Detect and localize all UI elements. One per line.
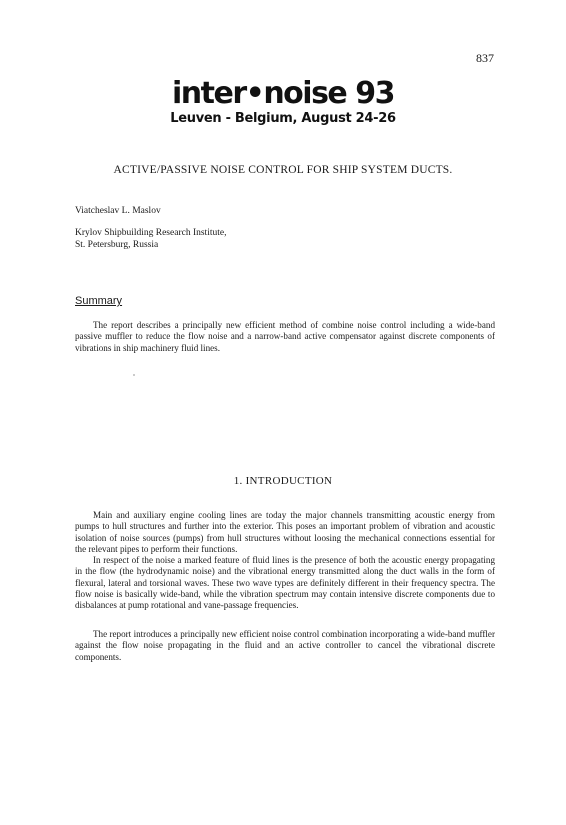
body-paragraph: Main and auxiliary engine cooling lines are today the major channels transmitting acoustic energy from pumps to hull structures and further into the exterior. This poses an important problem of vibration and acoustic isolation of noise sources (pumps) from hull structures without loosing the mechanical connections essential for the relevant pipes to perform their functions. [75,510,495,554]
author-name: Viatcheslav L. Maslov [75,206,161,216]
summary-paragraph: The report describes a principally new efficient method of combine noise control including a wide-band passive muffler to reduce the flow noise and a narrow-band active compensator against discrete components of vibrations in ship machinery fluid lines. [75,320,495,353]
scan-speck [133,374,135,376]
paper-title: ACTIVE/PASSIVE NOISE CONTROL FOR SHIP SYSTEM DUCTS. [113,164,453,176]
body-paragraph: In respect of the noise a marked feature of fluid lines is the presence of both the acoustic energy propagating in the flow (the hydrodynamic noise) and the vibrational energy transmitted along the duct walls in the form of flexural, lateral and torsional waves. These two wave types are definitely different in their frequency spectra. The flow noise is basically wide-band, while the vibration spectrum may contain intensive discrete components due to disbalances at pump rotational and vane-passage frequencies. [75,555,495,611]
author-affiliation [75,227,226,251]
summary-heading: Summary [75,295,123,307]
affiliation-line: St. Petersburg, Russia [75,240,159,250]
conference-title: inter•noise 93 [172,76,394,111]
affiliation-line: Krylov Shipbuilding Research Institute, [75,228,227,238]
section-heading-introduction: 1. INTRODUCTION [233,475,333,487]
conference-location: Leuven - Belgium, August 24-26 [170,111,396,126]
page-number: 837 [476,51,494,65]
body-paragraph: The report introduces a principally new efficient noise control combination incorporating a wide-band muffler against the flow noise propagating in the fluid and an active controller to cancel the vibrational discrete components. [75,629,495,662]
